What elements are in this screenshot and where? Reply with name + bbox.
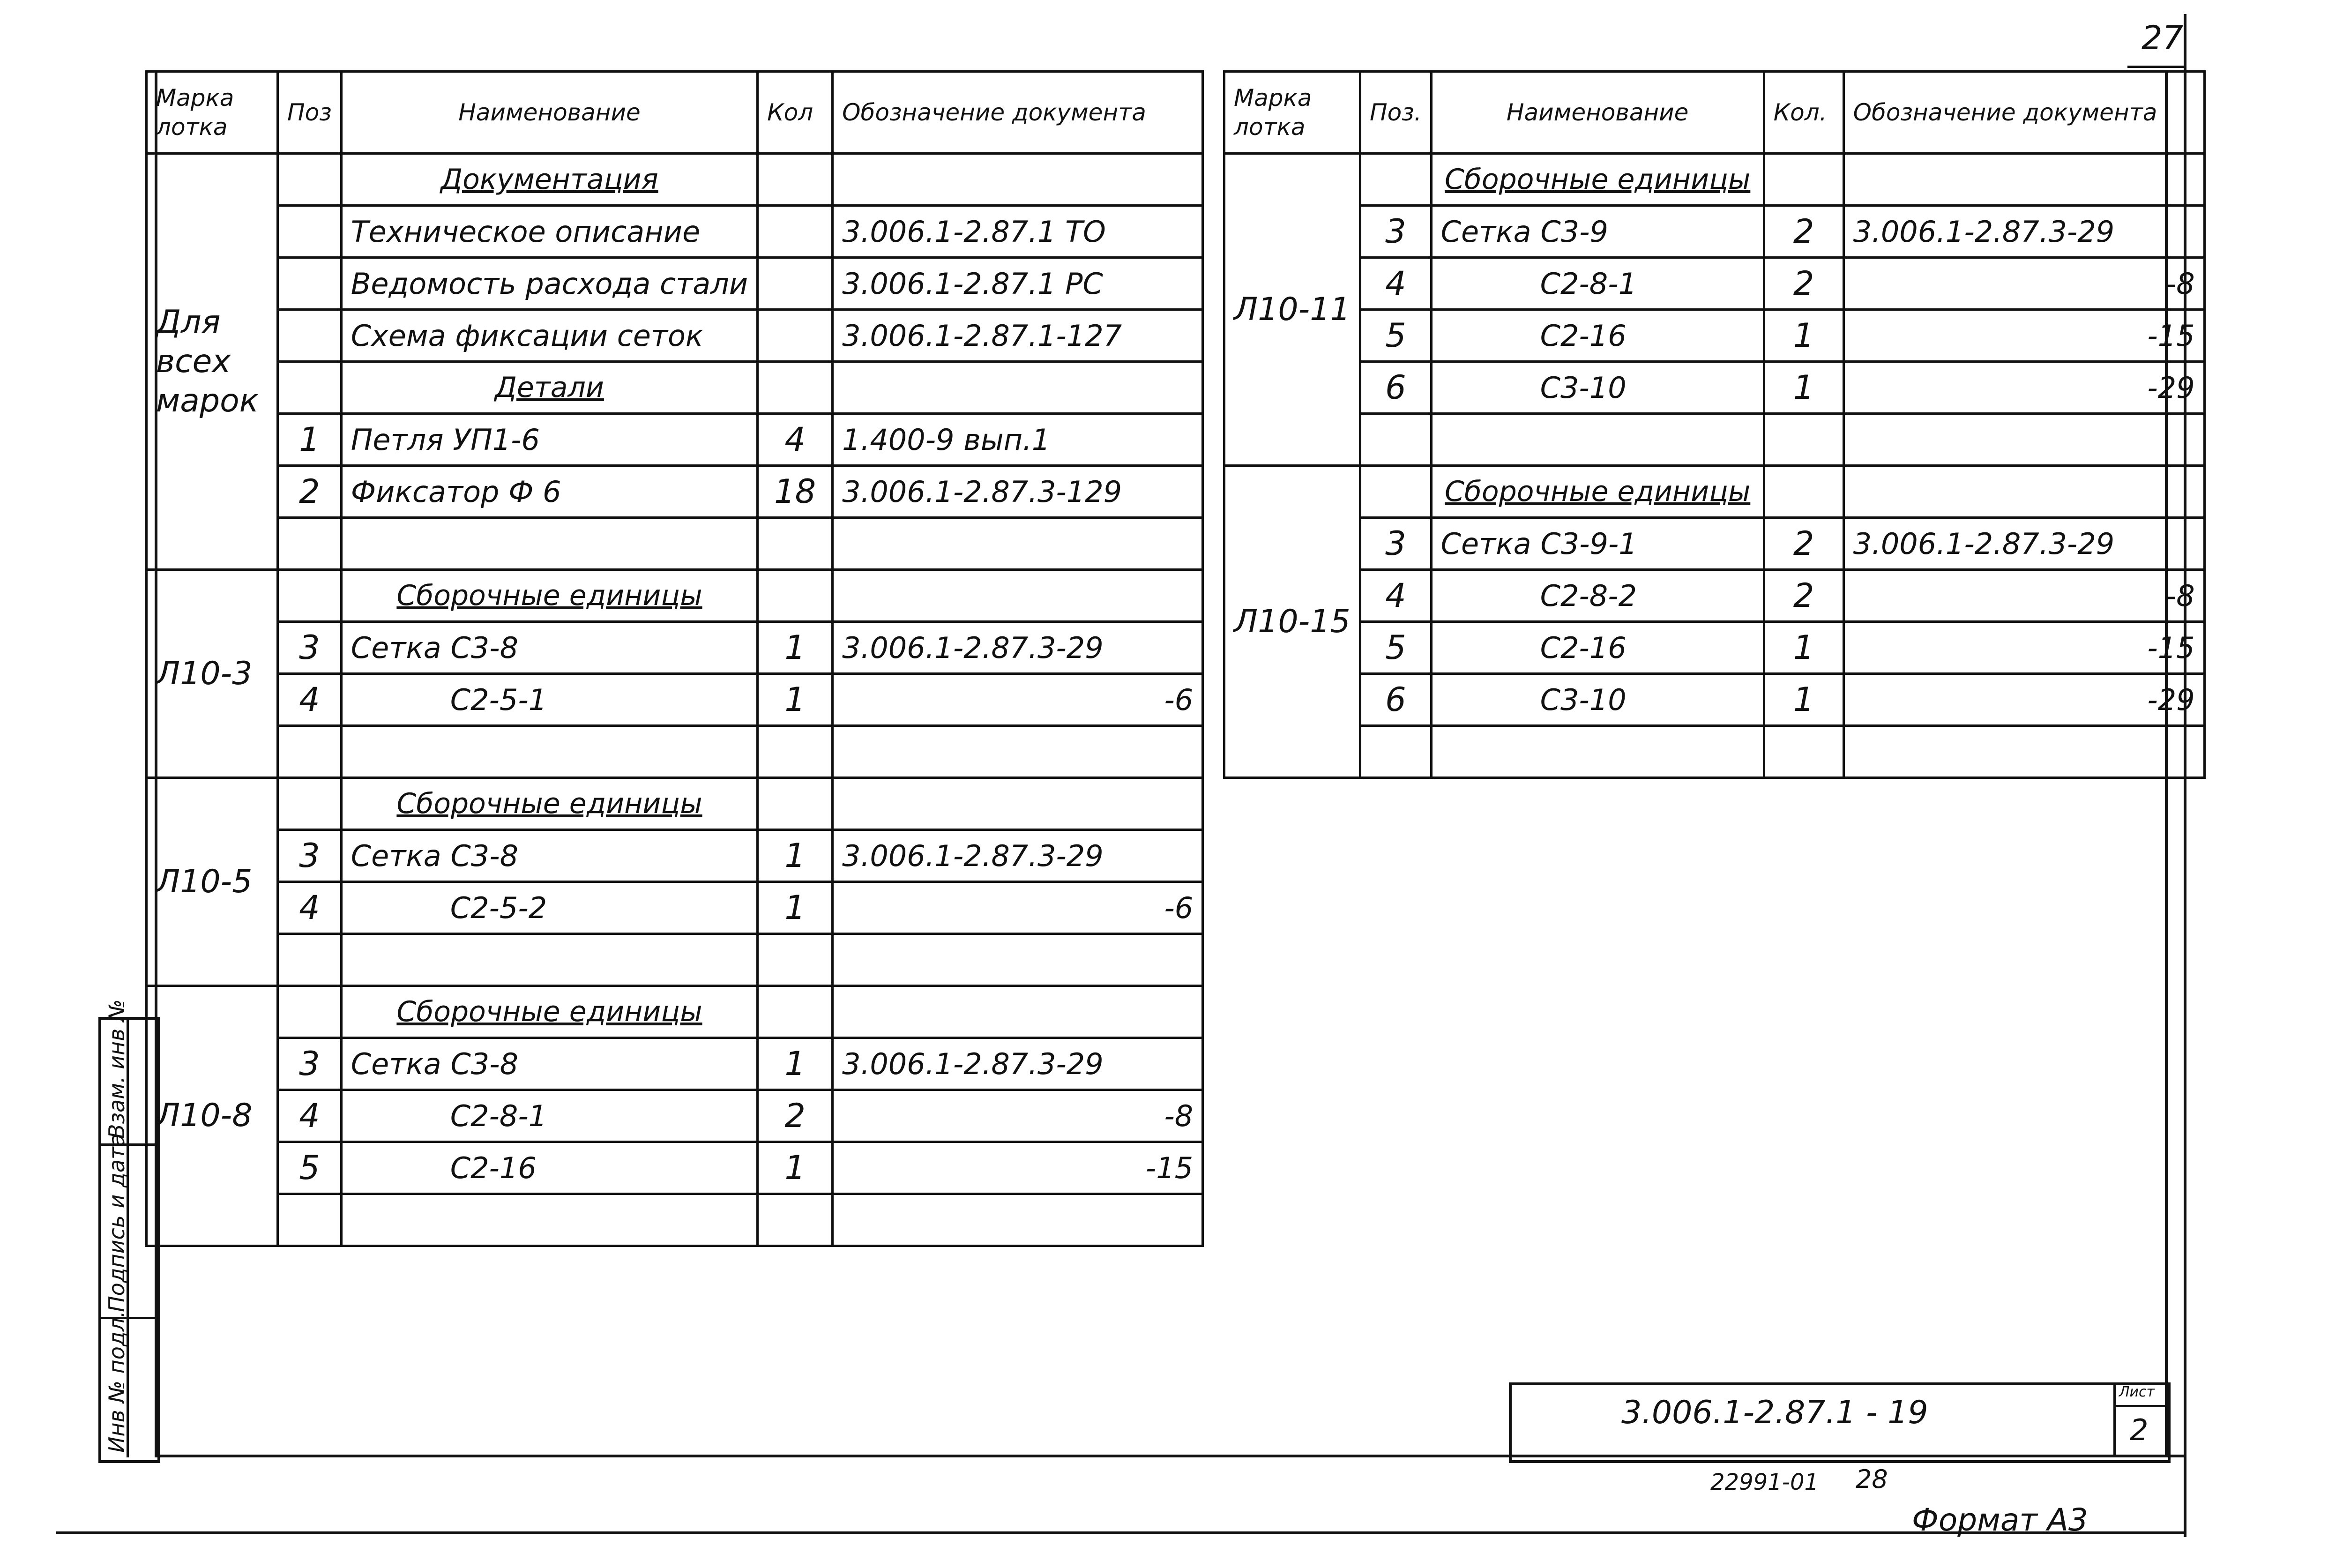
quantity-cell	[758, 518, 833, 570]
document-cell: -8	[1843, 570, 2204, 622]
document-cell: 3.006.1-2.87.3-29	[833, 622, 1203, 674]
header-name: Наименование	[1431, 72, 1764, 154]
quantity-cell	[758, 778, 833, 830]
table-row	[147, 1090, 1203, 1142]
document-cell: 3.006.1-2.87.1 ТО	[833, 206, 1203, 258]
table-row	[147, 466, 1203, 518]
position-cell	[278, 154, 342, 206]
position-cell	[1360, 466, 1432, 518]
table-row	[1224, 570, 2205, 622]
table-row	[1224, 258, 2205, 310]
quantity-cell	[758, 1194, 833, 1246]
section-title: Сборочные единицы	[1431, 154, 1764, 206]
quantity-cell	[758, 310, 833, 362]
table-row	[147, 570, 1203, 622]
document-cell: 3.006.1-2.87.3-29	[833, 830, 1203, 882]
position-cell	[1360, 726, 1432, 778]
quantity-cell	[758, 726, 833, 778]
document-cell: 3.006.1-2.87.3-29	[1843, 518, 2204, 570]
quantity-cell	[758, 154, 833, 206]
document-cell	[1843, 414, 2204, 466]
table-row	[147, 986, 1203, 1038]
name-cell: Схема фиксации сеток	[341, 310, 757, 362]
position-cell: 4	[278, 882, 342, 934]
position-cell	[1360, 154, 1432, 206]
document-cell: -8	[1843, 258, 2204, 310]
quantity-cell: 1	[758, 674, 833, 726]
quantity-cell	[758, 206, 833, 258]
position-cell	[278, 310, 342, 362]
quantity-cell	[1764, 726, 1843, 778]
position-cell: 5	[278, 1142, 342, 1194]
designation: 3.006.1-2.87.1 - 19	[1621, 1394, 1928, 1431]
table-row	[1224, 518, 2205, 570]
table-row	[147, 1142, 1203, 1194]
position-cell: 1	[278, 414, 342, 466]
header-doc: Обозначение документа	[1843, 72, 2204, 154]
table-row	[1224, 726, 2205, 778]
document-cell	[833, 778, 1203, 830]
document-cell	[1843, 726, 2204, 778]
table-row	[147, 830, 1203, 882]
name-cell	[1431, 726, 1764, 778]
document-cell	[833, 934, 1203, 986]
name-cell: С2-5-1	[341, 674, 757, 726]
position-cell	[278, 726, 342, 778]
lotok-mark: Для всех марок	[147, 154, 278, 570]
quantity-cell	[758, 934, 833, 986]
position-cell	[278, 934, 342, 986]
table-row	[1224, 310, 2205, 362]
left-spec-table	[145, 70, 1204, 1247]
document-cell: 3.006.1-2.87.3-29	[833, 1038, 1203, 1090]
table-row	[1224, 622, 2205, 674]
name-cell: С3-10	[1431, 674, 1764, 726]
lotok-mark: Л10-11	[1224, 154, 1360, 466]
name-cell: Техническое описание	[341, 206, 757, 258]
section-title: Сборочные единицы	[341, 778, 757, 830]
table-row	[147, 1194, 1203, 1246]
quantity-cell	[758, 258, 833, 310]
inventory-number: 22991-01	[1710, 1469, 1819, 1495]
document-cell	[1843, 154, 2204, 206]
section-title: Сборочные единицы	[341, 986, 757, 1038]
position-cell	[278, 570, 342, 622]
document-cell: 1.400-9 вып.1	[833, 414, 1203, 466]
title-block-divider	[2113, 1382, 2116, 1457]
header-mark: Марка лотка	[147, 72, 278, 154]
document-cell: -15	[1843, 622, 2204, 674]
table-row	[147, 778, 1203, 830]
document-cell: 3.006.1-2.87.3-29	[1843, 206, 2204, 258]
position-cell: 6	[1360, 362, 1432, 414]
quantity-cell	[1764, 466, 1843, 518]
position-cell: 5	[1360, 310, 1432, 362]
name-cell: С2-5-2	[341, 882, 757, 934]
sheet-label: Лист	[2119, 1384, 2155, 1400]
position-cell: 5	[1360, 622, 1432, 674]
table-row	[1224, 414, 2205, 466]
format-label: Формат А3	[1912, 1502, 2088, 1538]
position-cell: 3	[278, 830, 342, 882]
name-cell: Петля УП1-6	[341, 414, 757, 466]
quantity-cell: 1	[758, 1038, 833, 1090]
quantity-cell: 1	[1764, 362, 1843, 414]
quantity-cell: 2	[1764, 206, 1843, 258]
lotok-mark: Л10-15	[1224, 466, 1360, 778]
document-cell: 3.006.1-2.87.1 РС	[833, 258, 1203, 310]
section-title: Документация	[341, 154, 757, 206]
quantity-cell	[1764, 414, 1843, 466]
document-cell	[833, 518, 1203, 570]
position-cell	[278, 986, 342, 1038]
document-cell: -8	[833, 1090, 1203, 1142]
quantity-cell: 1	[1764, 674, 1843, 726]
right-spec-table	[1223, 70, 2206, 779]
name-cell: С2-8-1	[1431, 258, 1764, 310]
document-cell	[833, 570, 1203, 622]
side-stamp-replace: Взам. инв №	[104, 999, 129, 1139]
position-cell: 3	[1360, 206, 1432, 258]
table-row	[147, 882, 1203, 934]
document-cell: -29	[1843, 674, 2204, 726]
table-row	[1224, 154, 2205, 206]
document-cell: 3.006.1-2.87.1-127	[833, 310, 1203, 362]
name-cell	[341, 934, 757, 986]
table-row	[147, 154, 1203, 206]
lotok-mark: Л10-3	[147, 570, 278, 778]
quantity-cell: 1	[758, 882, 833, 934]
name-cell: С2-16	[1431, 310, 1764, 362]
name-cell: С3-10	[1431, 362, 1764, 414]
section-title: Детали	[341, 362, 757, 414]
name-cell: С2-16	[1431, 622, 1764, 674]
header-pos: Поз.	[1360, 72, 1432, 154]
name-cell: С2-16	[341, 1142, 757, 1194]
lotok-mark: Л10-5	[147, 778, 278, 986]
quantity-cell: 4	[758, 414, 833, 466]
quantity-cell: 1	[758, 1142, 833, 1194]
quantity-cell: 18	[758, 466, 833, 518]
position-cell: 4	[1360, 258, 1432, 310]
table-row	[147, 518, 1203, 570]
position-cell	[278, 258, 342, 310]
quantity-cell: 2	[758, 1090, 833, 1142]
position-cell: 3	[278, 1038, 342, 1090]
name-cell: Сетка С3-9-1	[1431, 518, 1764, 570]
document-cell: -15	[833, 1142, 1203, 1194]
name-cell: Фиксатор Ф 6	[341, 466, 757, 518]
position-cell: 4	[278, 1090, 342, 1142]
left-header-row	[147, 72, 1203, 154]
quantity-cell	[758, 362, 833, 414]
table-row	[147, 674, 1203, 726]
quantity-cell	[1764, 154, 1843, 206]
position-cell: 4	[1360, 570, 1432, 622]
position-cell: 3	[278, 622, 342, 674]
table-row	[147, 258, 1203, 310]
table-row	[147, 310, 1203, 362]
table-row	[147, 622, 1203, 674]
name-cell: Ведомость расхода стали	[341, 258, 757, 310]
document-cell	[833, 1194, 1203, 1246]
table-row	[147, 206, 1203, 258]
header-name: Наименование	[341, 72, 757, 154]
bottom-number: 28	[1856, 1464, 1888, 1494]
header-qty: Кол.	[1764, 72, 1843, 154]
sheet-number: 2	[2130, 1413, 2149, 1447]
table-row	[147, 934, 1203, 986]
name-cell: С2-8-1	[341, 1090, 757, 1142]
table-row	[147, 726, 1203, 778]
table-row	[147, 414, 1203, 466]
quantity-cell: 2	[1764, 258, 1843, 310]
document-cell: -29	[1843, 362, 2204, 414]
section-title: Сборочные единицы	[1431, 466, 1764, 518]
position-cell	[1360, 414, 1432, 466]
position-cell	[278, 1194, 342, 1246]
table-row	[147, 1038, 1203, 1090]
name-cell: Сетка С3-8	[341, 1038, 757, 1090]
name-cell: Сетка С3-9	[1431, 206, 1764, 258]
document-cell: -15	[1843, 310, 2204, 362]
position-cell: 3	[1360, 518, 1432, 570]
document-cell	[833, 726, 1203, 778]
quantity-cell: 1	[758, 622, 833, 674]
table-row	[1224, 674, 2205, 726]
document-cell	[833, 986, 1203, 1038]
document-cell: -6	[833, 674, 1203, 726]
name-cell	[1431, 414, 1764, 466]
quantity-cell: 1	[758, 830, 833, 882]
name-cell	[341, 726, 757, 778]
section-title: Сборочные единицы	[341, 570, 757, 622]
header-qty: Кол	[758, 72, 833, 154]
document-cell	[1843, 466, 2204, 518]
position-cell: 2	[278, 466, 342, 518]
document-cell	[833, 154, 1203, 206]
name-cell	[341, 518, 757, 570]
table-row	[1224, 362, 2205, 414]
side-stamp-inv: Инв № подл.	[104, 1311, 129, 1453]
quantity-cell	[758, 570, 833, 622]
position-cell: 4	[278, 674, 342, 726]
title-block-sheet-divider	[2113, 1405, 2165, 1407]
position-cell: 6	[1360, 674, 1432, 726]
table-row	[147, 362, 1203, 414]
name-cell: Сетка С3-8	[341, 830, 757, 882]
name-cell: С2-8-2	[1431, 570, 1764, 622]
quantity-cell: 1	[1764, 622, 1843, 674]
header-doc: Обозначение документа	[833, 72, 1203, 154]
position-cell	[278, 206, 342, 258]
table-row	[1224, 206, 2205, 258]
side-stamp-sign: Подпись и дата	[104, 1133, 129, 1312]
name-cell	[341, 1194, 757, 1246]
position-cell	[278, 778, 342, 830]
quantity-cell: 1	[1764, 310, 1843, 362]
position-cell	[278, 518, 342, 570]
page-number-underline	[2127, 66, 2184, 68]
document-cell: 3.006.1-2.87.3-129	[833, 466, 1203, 518]
quantity-cell: 2	[1764, 518, 1843, 570]
page-number: 27	[2142, 19, 2184, 57]
quantity-cell: 2	[1764, 570, 1843, 622]
header-mark: Марка лотка	[1224, 72, 1360, 154]
position-cell	[278, 362, 342, 414]
table-row	[1224, 466, 2205, 518]
right-header-row	[1224, 72, 2205, 154]
quantity-cell	[758, 986, 833, 1038]
name-cell: Сетка С3-8	[341, 622, 757, 674]
header-pos: Поз	[278, 72, 342, 154]
document-cell	[833, 362, 1203, 414]
document-cell: -6	[833, 882, 1203, 934]
frame-bottom-line	[56, 1531, 2186, 1534]
lotok-mark: Л10-8	[147, 986, 278, 1246]
